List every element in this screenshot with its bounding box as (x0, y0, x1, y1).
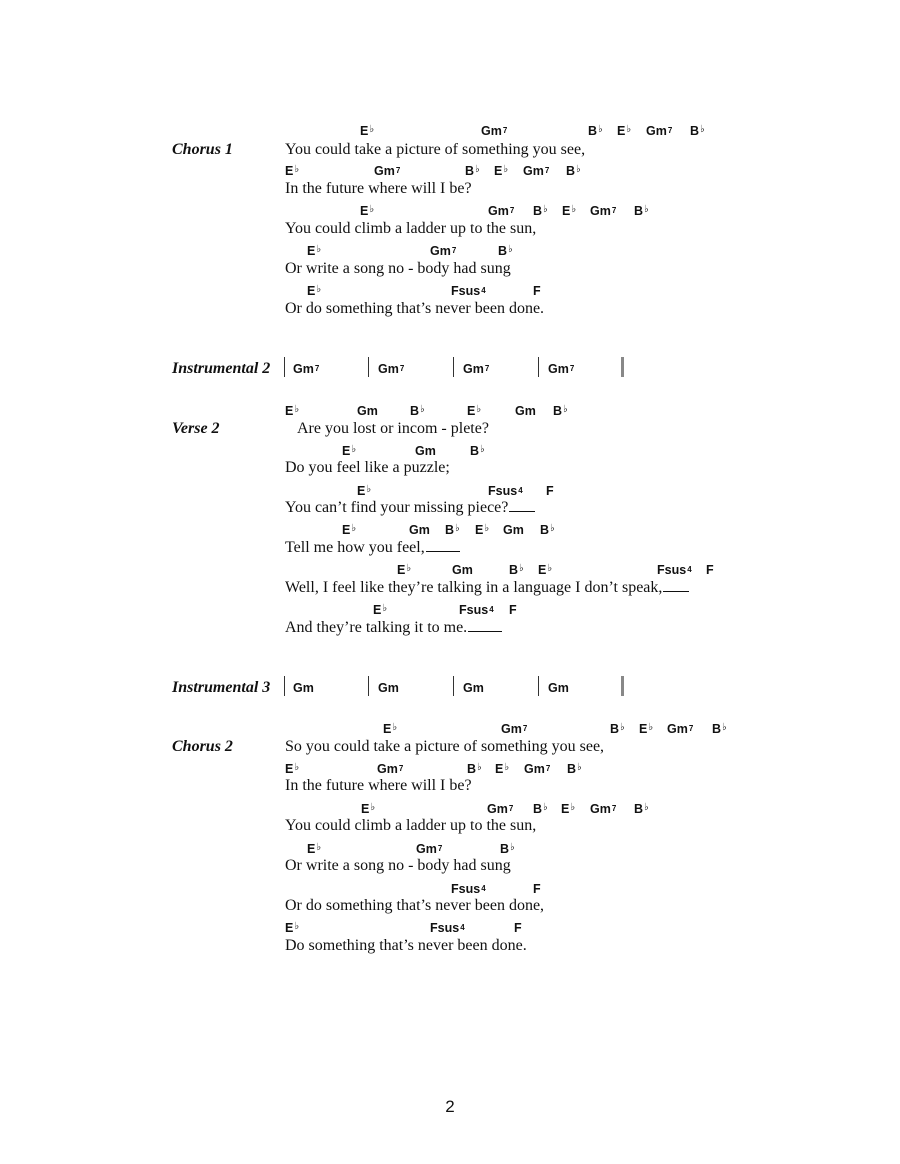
chord: Gm (415, 444, 436, 458)
chord: E♭ (467, 404, 482, 418)
chord: E♭ (360, 204, 375, 218)
chord: B♭ (566, 164, 581, 178)
chord: E♭ (617, 124, 632, 138)
chord: Fsus$^4$ (459, 603, 494, 617)
chord: Fsus$^4$ (430, 921, 465, 935)
chord: Gm$^7$ (378, 362, 405, 376)
chord: Fsus$^4$ (451, 284, 486, 298)
chord: Gm$^7$ (430, 244, 457, 258)
chord: B♭ (465, 164, 480, 178)
chord: E♭ (397, 563, 412, 577)
chord: Gm$^7$ (374, 164, 401, 178)
chord: Gm$^7$ (548, 362, 575, 376)
chord: E♭ (307, 244, 322, 258)
chord: B♭ (634, 204, 649, 218)
chord: E♭ (285, 404, 300, 418)
chord: E♭ (562, 204, 577, 218)
chord: Gm$^7$ (463, 362, 490, 376)
lyric-line: Or write a song no - body had sung (285, 857, 511, 874)
chord: Gm (515, 404, 536, 418)
bar-line (453, 676, 454, 696)
bar-line (538, 676, 539, 696)
lyric-line: Or write a song no - body had sung (285, 260, 511, 277)
chord: Gm$^7$ (481, 124, 508, 138)
chord: B♭ (533, 802, 548, 816)
chord: Gm$^7$ (590, 802, 617, 816)
lyric-line (285, 619, 502, 637)
chord: F (514, 921, 522, 935)
chord: F (546, 484, 554, 498)
chord: Gm$^7$ (487, 802, 514, 816)
lyric-text: And they’re talking it to me. (285, 619, 468, 636)
chord: F (509, 603, 517, 617)
lyric-text: Tell me how you feel, (285, 539, 425, 556)
chord: Gm$^7$ (293, 362, 320, 376)
chord: B♭ (533, 204, 548, 218)
chord: Gm (463, 681, 484, 695)
chord: B♭ (567, 762, 582, 776)
lyric-line: In the future where will I be? (285, 777, 472, 794)
chord: Gm$^7$ (416, 842, 443, 856)
bar-line (538, 357, 539, 377)
chord: Fsus$^4$ (451, 882, 486, 896)
chord: Gm (378, 681, 399, 695)
bar-line (453, 357, 454, 377)
section-label-chorus-2: Chorus 2 (172, 738, 233, 755)
chord: Gm$^7$ (377, 762, 404, 776)
chord: Fsus$^4$ (488, 484, 523, 498)
chord: B♭ (467, 762, 482, 776)
chord: E♭ (285, 164, 300, 178)
chord: Gm$^7$ (667, 722, 694, 736)
chord: E♭ (495, 762, 510, 776)
chord: E♭ (360, 124, 375, 138)
chord: B♭ (553, 404, 568, 418)
section-label-instrumental-3: Instrumental 3 (172, 679, 271, 696)
section-label-instrumental-2: Instrumental 2 (172, 360, 271, 377)
chord: Fsus$^4$ (657, 563, 692, 577)
chord: B♭ (470, 444, 485, 458)
chord: E♭ (561, 802, 576, 816)
chord: E♭ (538, 563, 553, 577)
end-bar-line (621, 357, 624, 377)
lyric-line: Do you feel like a puzzle; (285, 459, 450, 476)
chord: E♭ (342, 444, 357, 458)
chord: Gm$^7$ (646, 124, 673, 138)
lyric-line: You could take a picture of something you see, (285, 141, 586, 158)
chord: E♭ (361, 802, 376, 816)
chord: Gm (357, 404, 378, 418)
chord: E♭ (285, 921, 300, 935)
chord: E♭ (285, 762, 300, 776)
chord: F (533, 882, 541, 896)
lyric-text: You can’t find your missing piece? (285, 499, 509, 516)
chord: Gm$^7$ (488, 204, 515, 218)
section-label-chorus-1: Chorus 1 (172, 141, 233, 158)
chord: F (706, 563, 714, 577)
chord: B♭ (509, 563, 524, 577)
chord: E♭ (357, 484, 372, 498)
section-label-verse-2: Verse 2 (172, 420, 220, 437)
lyric-line: Or do something that’s never been done, (285, 897, 545, 914)
lyric-line: Do something that’s never been done. (285, 937, 527, 954)
chord: F (533, 284, 541, 298)
bar-line (368, 357, 369, 377)
chord: E♭ (373, 603, 388, 617)
chord: B♭ (410, 404, 425, 418)
chord: Gm (293, 681, 314, 695)
bar-line (284, 676, 285, 696)
chord: B♭ (540, 523, 555, 537)
chord: B♭ (712, 722, 727, 736)
chord: E♭ (307, 842, 322, 856)
lyric-line: You could climb a ladder up to the sun, (285, 220, 537, 237)
hold-line (663, 591, 689, 592)
hold-line (426, 551, 460, 552)
lyric-line: Or do something that’s never been done. (285, 300, 545, 317)
end-bar-line (621, 676, 624, 696)
chord: Gm$^7$ (523, 164, 550, 178)
chord: B♭ (634, 802, 649, 816)
chord: E♭ (494, 164, 509, 178)
chord: Gm (409, 523, 430, 537)
lyric-line (285, 539, 460, 557)
chord: B♭ (445, 523, 460, 537)
chord: E♭ (475, 523, 490, 537)
chord: E♭ (342, 523, 357, 537)
lyric-line (285, 579, 689, 597)
lyric-line: In the future where will I be? (285, 180, 472, 197)
chord: B♭ (610, 722, 625, 736)
chord: B♭ (498, 244, 513, 258)
bar-line (284, 357, 285, 377)
lyric-line: So you could take a picture of something you see, (285, 738, 605, 755)
lyric-text: Well, I feel like they’re talking in a language I don’t speak, (285, 579, 663, 596)
hold-line (468, 631, 502, 632)
chord: Gm (503, 523, 524, 537)
chord: E♭ (639, 722, 654, 736)
chord: B♭ (500, 842, 515, 856)
chord: Gm$^7$ (590, 204, 617, 218)
lyric-line (285, 499, 535, 517)
chord: Gm$^7$ (501, 722, 528, 736)
bar-line (368, 676, 369, 696)
page-number: 2 (445, 1097, 455, 1116)
chord: Gm (548, 681, 569, 695)
chord: B♭ (690, 124, 705, 138)
hold-line (509, 511, 535, 512)
chord: Gm$^7$ (524, 762, 551, 776)
chord: B♭ (588, 124, 603, 138)
lyric-line: Are you lost or incom - plete? (297, 420, 489, 437)
lyric-line: You could climb a ladder up to the sun, (285, 817, 537, 834)
chord: Gm (452, 563, 473, 577)
chord: E♭ (383, 722, 398, 736)
chord: E♭ (307, 284, 322, 298)
